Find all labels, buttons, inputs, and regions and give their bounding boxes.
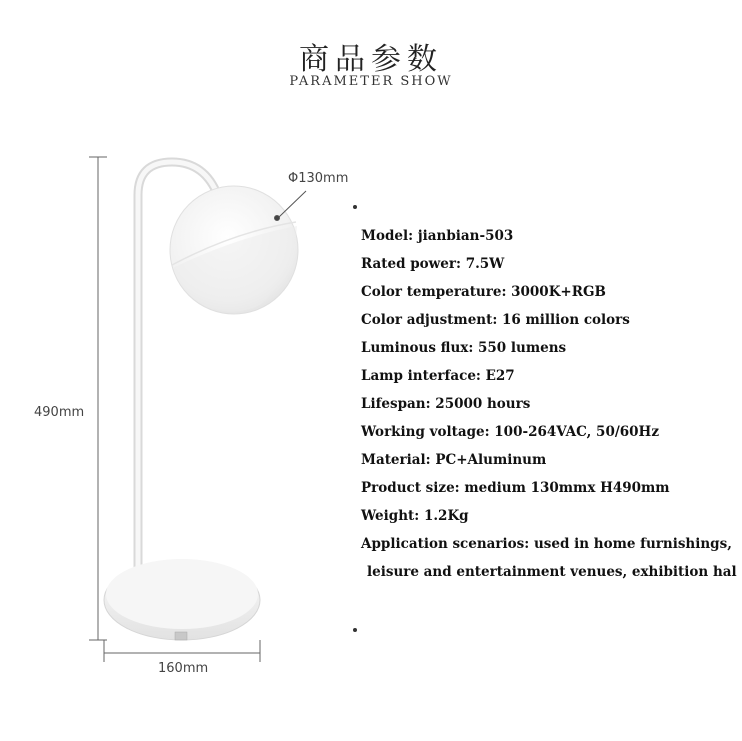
spec-item: Material: PC+Aluminum	[361, 452, 547, 468]
spec-item: Color adjustment: 16 million colors	[361, 312, 630, 328]
spec-item: Weight: 1.2Kg	[361, 508, 469, 524]
spec-list	[361, 222, 737, 586]
page-title-chinese: 商品参数	[299, 42, 443, 77]
spec-item: Lamp interface: E27	[361, 368, 515, 384]
diameter-label: Φ130mm	[288, 171, 349, 186]
spec-item: Model: jianbian-503	[361, 228, 514, 244]
base-width-label: 160mm	[158, 661, 209, 676]
lamp-base	[104, 559, 260, 640]
bullet-dot-bottom	[353, 628, 357, 632]
spec-item-continuation: leisure and entertainment venues, exhibition hal	[367, 564, 737, 580]
spec-item: Lifespan: 25000 hours	[361, 396, 531, 412]
lamp-globe	[170, 186, 298, 314]
bullet-dot-top	[353, 205, 357, 209]
spec-item: Luminous flux: 550 lumens	[361, 340, 567, 356]
spec-item: Color temperature: 3000K+RGB	[361, 284, 606, 300]
spec-item: Product size: medium 130mmx H490mm	[361, 480, 670, 496]
spec-item: Rated power: 7.5W	[361, 256, 505, 272]
width-dimension-line	[104, 640, 260, 662]
spec-item: Working voltage: 100-264VAC, 50/60Hz	[361, 424, 659, 440]
page-title-english: PARAMETER SHOW	[289, 74, 453, 89]
height-dimension-line	[89, 157, 107, 640]
spec-item: Application scenarios: used in home furnishings,	[361, 536, 732, 552]
height-label: 490mm	[34, 405, 85, 420]
